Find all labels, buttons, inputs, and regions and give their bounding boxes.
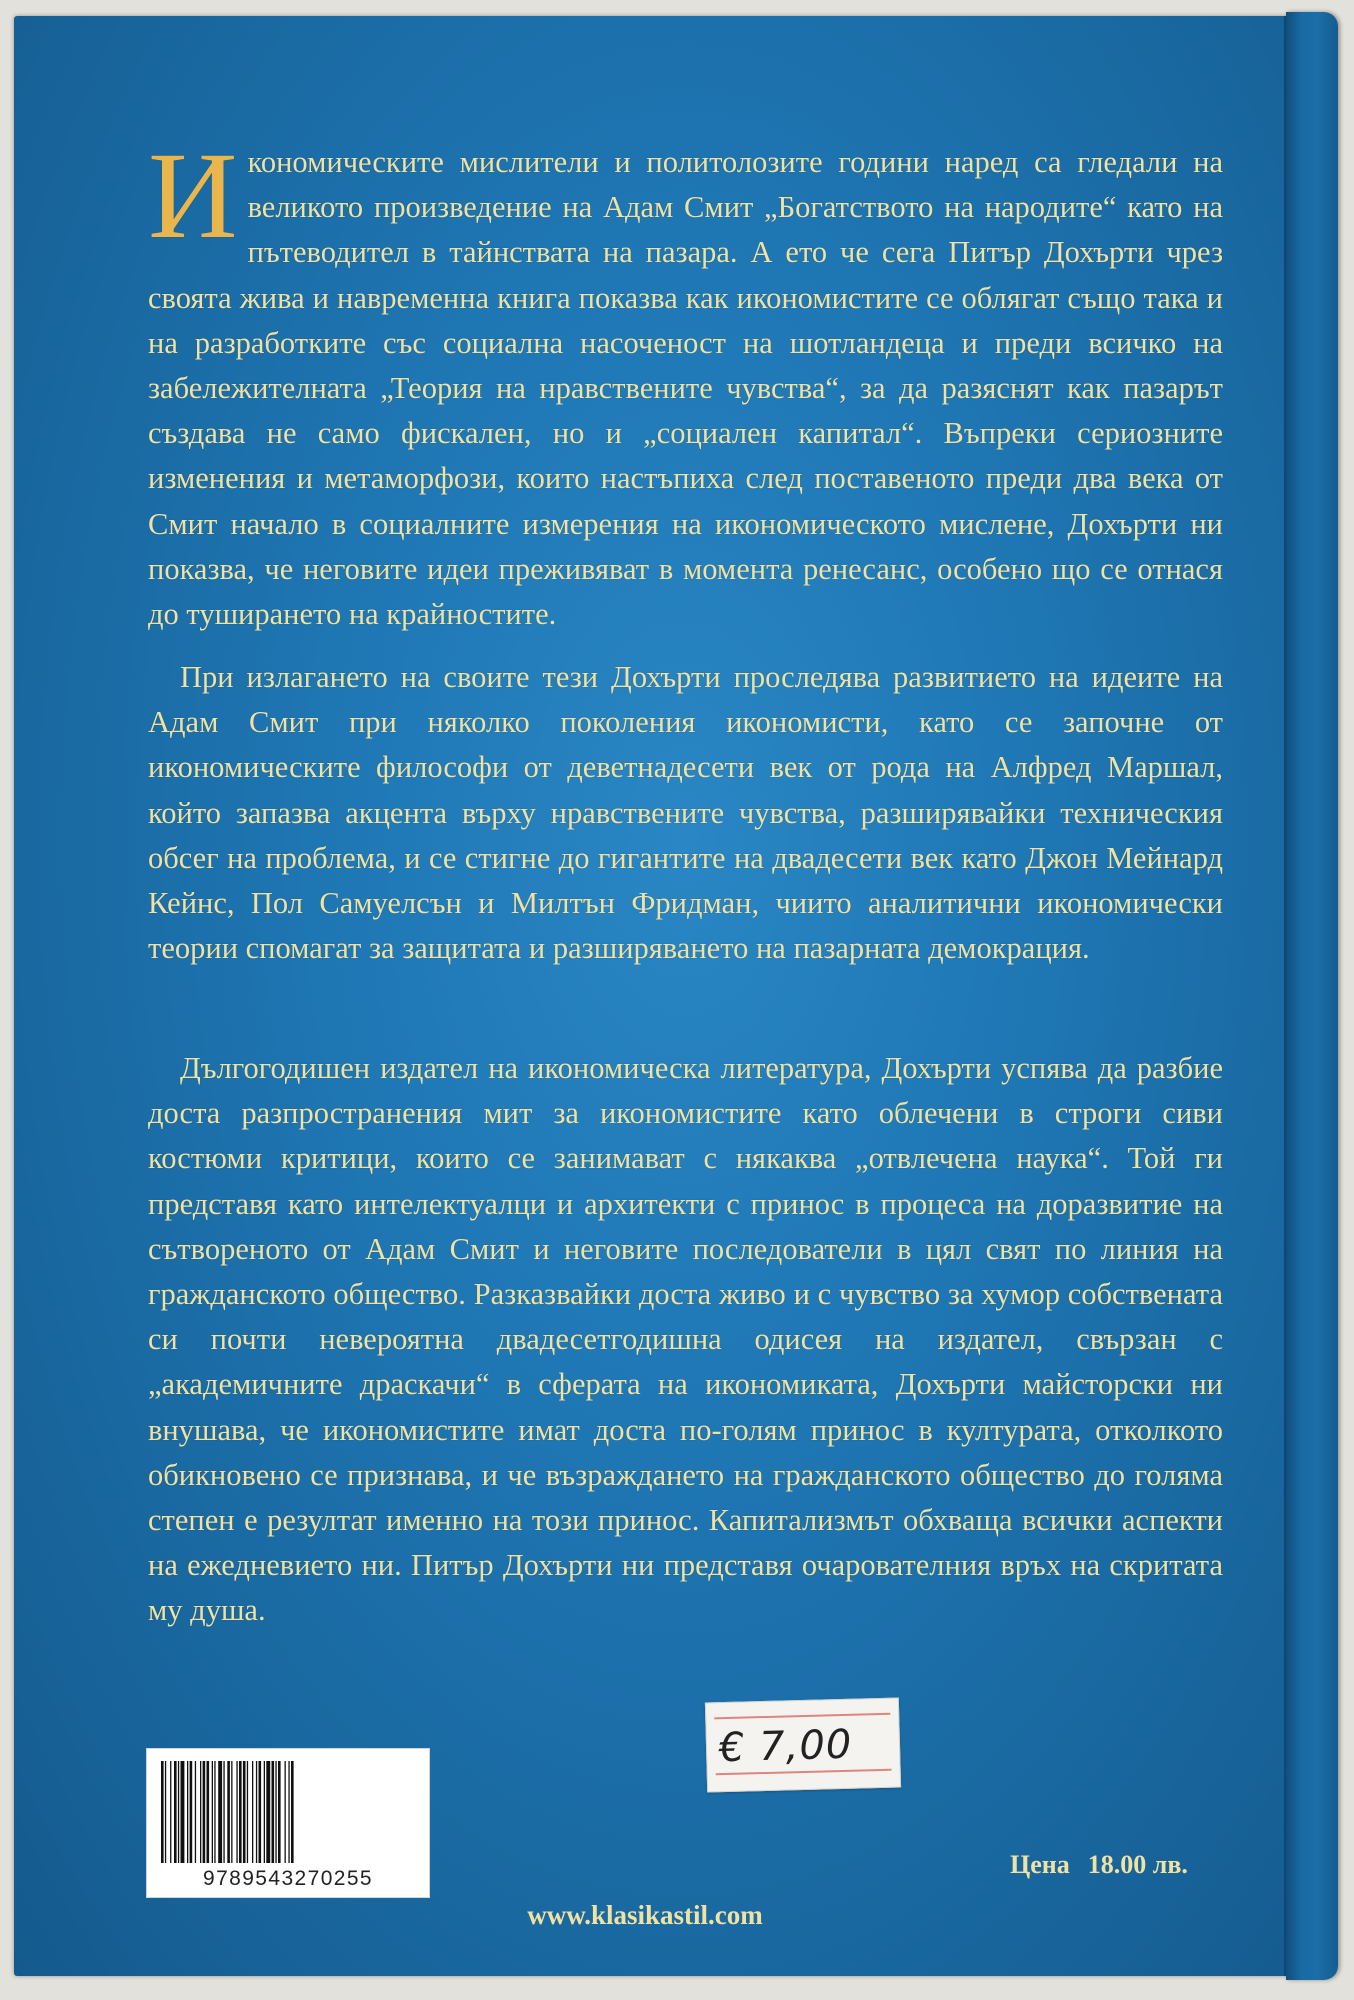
sticker-line: [714, 1713, 890, 1720]
blurb-paragraph-2: При излагането на своите тези Дохърти проследява развитието на идеите на Адам Смит при няколко поколения икономисти, като се започне от икономическите философи от деветнадесети век от рода на Алфред Маршал, който запазва акцента върху нравствените чувства, разширявайки техническия обсег на проблема, и се стигне до гигантите на двадесети век като Джон Мейнард Кейнс, Пол Самуелсън и Милтън Фридман, чиито аналитични икономически теории спомагат за защитата и разширяването на пазарната демокрация.: [148, 660, 1223, 966]
price-value: 18.00 лв.: [1087, 1850, 1188, 1879]
price-sticker: [705, 1697, 901, 1792]
price-label: Цена: [1010, 1850, 1070, 1879]
blurb-paragraph-3: Дългогодишен издател на икономическа литература, Дохърти успява да разбие доста разпространения мит за икономистите като облечени в строги сиви костюми критици, които се занимават с някаква „отвлечена наука“. Той ги представя като интелектуалци и архитекти с принос в процеса на доразвитие на сътвореното от Адам Смит и неговите последователи в цял свят по линия на гражданското общество. Разказвайки доста живо и с чувство за хумор собствената си почти невероятна двадесетгодишна одисея на издател, свързан с „академичните драскачи“ в сферата на икономиката, Дохърти майсторски ни внушава, че икономистите имат доста по-голям принос в културата, отколкото обикновено се признава, и че възраждането на гражданското общество до голяма степен е резултат именно на този принос. Капитализмът обхваща всички аспекти на ежедневието ни. Питър Дохърти ни представя очарователния връх на скритата му душа.: [148, 1051, 1223, 1628]
barcode-icon: [161, 1761, 415, 1863]
publisher-website: www.klasikastil.com: [527, 1900, 763, 1930]
drop-cap: И: [148, 127, 238, 264]
printed-price: [1010, 1850, 1188, 1880]
blurb-paragraph-1-text: кономическите мислители и политолозите години наред са гледали на великото произведение на Адам Смит „Богатството на народите“ като на пътеводител в тайнствата на пазара. А ето че сега Питър Дохърти чрез своята жива и навременна книга показва как икономистите се облягат също така и на разработките със социална насоченост на шотландеца и преди всичко на забележителната „Теория на нравствените чувства“, за да разяснят как пазарът създава не само фискален, но и „социален капитал“. Въпреки сериозните изменения и метаморфози, които настъпиха след поставеното преди два века от Смит начало в социалните измерения на икономическото мислене, Дохърти ни показва, че неговите идеи преживяват в момента ренесанс, особено що се отнася до туширането на крайностите.: [148, 145, 1223, 632]
isbn-number: 9789543270255: [202, 1867, 374, 1890]
sticker-price: € 7,00: [718, 1721, 853, 1772]
blurb-paragraph-1: [148, 127, 1223, 637]
book-spine: [1286, 12, 1338, 1980]
barcode-label: [146, 1748, 430, 1898]
